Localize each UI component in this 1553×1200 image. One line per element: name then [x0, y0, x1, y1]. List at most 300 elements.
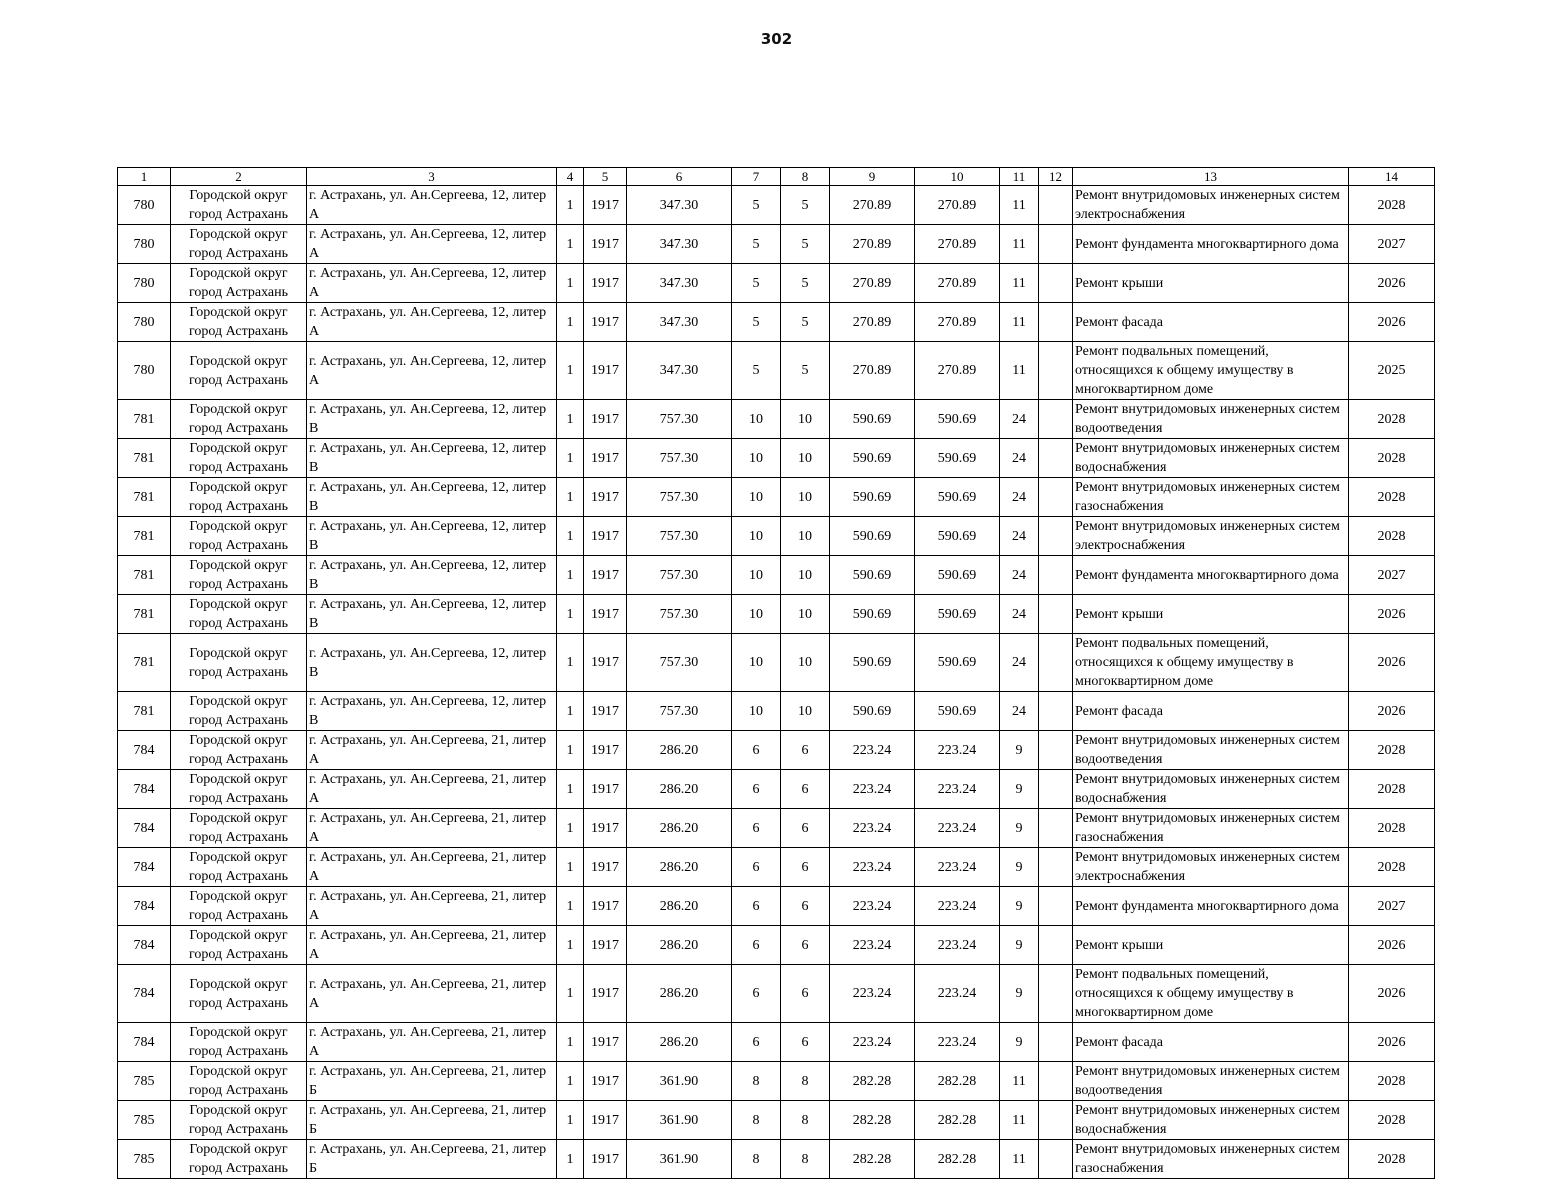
total-area-cell: 286.20 [627, 770, 732, 809]
row-number-cell: 781 [118, 439, 171, 478]
address-cell: г. Астрахань, ул. Ан.Сергеева, 21, литер А [307, 848, 557, 887]
col10-cell: 270.89 [915, 342, 1000, 400]
table-row [118, 965, 1435, 1023]
col12-cell [1039, 595, 1073, 634]
column-header: 14 [1349, 168, 1435, 186]
col10-cell: 590.69 [915, 400, 1000, 439]
col9-cell: 270.89 [830, 225, 915, 264]
municipality-cell: Городской округ город Астрахань [171, 556, 307, 595]
total-area-cell: 757.30 [627, 439, 732, 478]
row-number-cell: 784 [118, 887, 171, 926]
col11-cell: 11 [1000, 342, 1039, 400]
col12-cell [1039, 770, 1073, 809]
planned-year-cell: 2025 [1349, 342, 1435, 400]
planned-year-cell: 2026 [1349, 634, 1435, 692]
address-cell: г. Астрахань, ул. Ан.Сергеева, 12, литер В [307, 439, 557, 478]
column-header: 3 [307, 168, 557, 186]
col12-cell [1039, 556, 1073, 595]
work-type-cell: Ремонт фундамента многоквартирного дома [1073, 887, 1349, 926]
row-number-cell: 781 [118, 595, 171, 634]
col10-cell: 282.28 [915, 1140, 1000, 1179]
year-built-cell: 1917 [584, 186, 627, 225]
col9-cell: 223.24 [830, 926, 915, 965]
col8-cell: 8 [781, 1101, 830, 1140]
row-number-cell: 781 [118, 400, 171, 439]
col9-cell: 270.89 [830, 303, 915, 342]
year-built-cell: 1917 [584, 342, 627, 400]
row-number-cell: 784 [118, 926, 171, 965]
col4-cell: 1 [557, 595, 584, 634]
col12-cell [1039, 887, 1073, 926]
col8-cell: 10 [781, 517, 830, 556]
work-type-cell: Ремонт внутридомовых инженерных систем водоснабжения [1073, 439, 1349, 478]
col11-cell: 24 [1000, 634, 1039, 692]
col7-cell: 6 [732, 926, 781, 965]
total-area-cell: 347.30 [627, 225, 732, 264]
col9-cell: 590.69 [830, 556, 915, 595]
work-type-cell: Ремонт подвальных помещений, относящихся к общему имуществу в многоквартирном доме [1073, 634, 1349, 692]
col10-cell: 223.24 [915, 926, 1000, 965]
col4-cell: 1 [557, 1062, 584, 1101]
row-number-cell: 780 [118, 186, 171, 225]
municipality-cell: Городской округ город Астрахань [171, 1101, 307, 1140]
col10-cell: 223.24 [915, 770, 1000, 809]
total-area-cell: 757.30 [627, 478, 732, 517]
work-type-cell: Ремонт внутридомовых инженерных систем электроснабжения [1073, 848, 1349, 887]
col12-cell [1039, 809, 1073, 848]
row-number-cell: 780 [118, 264, 171, 303]
col11-cell: 9 [1000, 809, 1039, 848]
col10-cell: 223.24 [915, 887, 1000, 926]
col11-cell: 9 [1000, 848, 1039, 887]
col10-cell: 282.28 [915, 1062, 1000, 1101]
col4-cell: 1 [557, 692, 584, 731]
col11-cell: 9 [1000, 887, 1039, 926]
table-row [118, 634, 1435, 692]
col7-cell: 5 [732, 225, 781, 264]
planned-year-cell: 2026 [1349, 965, 1435, 1023]
work-type-cell: Ремонт внутридомовых инженерных систем водоотведения [1073, 400, 1349, 439]
col8-cell: 10 [781, 400, 830, 439]
planned-year-cell: 2028 [1349, 186, 1435, 225]
col9-cell: 223.24 [830, 731, 915, 770]
col7-cell: 10 [732, 692, 781, 731]
col11-cell: 11 [1000, 1101, 1039, 1140]
municipality-cell: Городской округ город Астрахань [171, 303, 307, 342]
col7-cell: 10 [732, 478, 781, 517]
total-area-cell: 286.20 [627, 848, 732, 887]
col4-cell: 1 [557, 770, 584, 809]
col12-cell [1039, 225, 1073, 264]
col4-cell: 1 [557, 848, 584, 887]
year-built-cell: 1917 [584, 439, 627, 478]
col11-cell: 11 [1000, 186, 1039, 225]
col4-cell: 1 [557, 225, 584, 264]
col9-cell: 590.69 [830, 634, 915, 692]
row-number-cell: 781 [118, 692, 171, 731]
column-header: 10 [915, 168, 1000, 186]
total-area-cell: 286.20 [627, 926, 732, 965]
year-built-cell: 1917 [584, 731, 627, 770]
col9-cell: 590.69 [830, 400, 915, 439]
address-cell: г. Астрахань, ул. Ан.Сергеева, 12, литер В [307, 400, 557, 439]
table-row [118, 1023, 1435, 1062]
table-row [118, 692, 1435, 731]
address-cell: г. Астрахань, ул. Ан.Сергеева, 21, литер Б [307, 1062, 557, 1101]
address-cell: г. Астрахань, ул. Ан.Сергеева, 12, литер А [307, 186, 557, 225]
total-area-cell: 757.30 [627, 595, 732, 634]
municipality-cell: Городской округ город Астрахань [171, 731, 307, 770]
work-type-cell: Ремонт внутридомовых инженерных систем водоотведения [1073, 1062, 1349, 1101]
row-number-cell: 784 [118, 731, 171, 770]
col12-cell [1039, 478, 1073, 517]
col9-cell: 590.69 [830, 595, 915, 634]
col12-cell [1039, 342, 1073, 400]
col4-cell: 1 [557, 264, 584, 303]
col4-cell: 1 [557, 887, 584, 926]
table-row [118, 225, 1435, 264]
year-built-cell: 1917 [584, 1140, 627, 1179]
planned-year-cell: 2026 [1349, 1023, 1435, 1062]
table-row [118, 1140, 1435, 1179]
col11-cell: 11 [1000, 264, 1039, 303]
col12-cell [1039, 1023, 1073, 1062]
col8-cell: 8 [781, 1140, 830, 1179]
municipality-cell: Городской округ город Астрахань [171, 770, 307, 809]
planned-year-cell: 2028 [1349, 1140, 1435, 1179]
table-row [118, 303, 1435, 342]
planned-year-cell: 2027 [1349, 887, 1435, 926]
year-built-cell: 1917 [584, 303, 627, 342]
total-area-cell: 361.90 [627, 1140, 732, 1179]
year-built-cell: 1917 [584, 595, 627, 634]
col4-cell: 1 [557, 731, 584, 770]
col7-cell: 6 [732, 887, 781, 926]
col7-cell: 6 [732, 731, 781, 770]
work-type-cell: Ремонт внутридомовых инженерных систем газоснабжения [1073, 809, 1349, 848]
total-area-cell: 286.20 [627, 965, 732, 1023]
col8-cell: 5 [781, 303, 830, 342]
col7-cell: 6 [732, 770, 781, 809]
col10-cell: 590.69 [915, 595, 1000, 634]
total-area-cell: 757.30 [627, 400, 732, 439]
planned-year-cell: 2028 [1349, 809, 1435, 848]
col10-cell: 223.24 [915, 1023, 1000, 1062]
municipality-cell: Городской округ город Астрахань [171, 887, 307, 926]
col7-cell: 8 [732, 1062, 781, 1101]
table-row [118, 926, 1435, 965]
col7-cell: 10 [732, 595, 781, 634]
year-built-cell: 1917 [584, 517, 627, 556]
col12-cell [1039, 400, 1073, 439]
row-number-cell: 785 [118, 1101, 171, 1140]
col12-cell [1039, 848, 1073, 887]
municipality-cell: Городской округ город Астрахань [171, 848, 307, 887]
table-row [118, 887, 1435, 926]
col8-cell: 5 [781, 264, 830, 303]
col10-cell: 270.89 [915, 264, 1000, 303]
planned-year-cell: 2027 [1349, 225, 1435, 264]
col4-cell: 1 [557, 965, 584, 1023]
column-header: 4 [557, 168, 584, 186]
row-number-cell: 785 [118, 1062, 171, 1101]
work-type-cell: Ремонт подвальных помещений, относящихся к общему имуществу в многоквартирном доме [1073, 342, 1349, 400]
col8-cell: 10 [781, 634, 830, 692]
col10-cell: 590.69 [915, 517, 1000, 556]
address-cell: г. Астрахань, ул. Ан.Сергеева, 12, литер В [307, 634, 557, 692]
col8-cell: 10 [781, 439, 830, 478]
col8-cell: 6 [781, 1023, 830, 1062]
address-cell: г. Астрахань, ул. Ан.Сергеева, 12, литер А [307, 303, 557, 342]
column-header: 6 [627, 168, 732, 186]
col11-cell: 24 [1000, 595, 1039, 634]
year-built-cell: 1917 [584, 926, 627, 965]
municipality-cell: Городской округ город Астрахань [171, 1023, 307, 1062]
col12-cell [1039, 926, 1073, 965]
col4-cell: 1 [557, 342, 584, 400]
table-row [118, 731, 1435, 770]
work-type-cell: Ремонт фасада [1073, 1023, 1349, 1062]
col11-cell: 11 [1000, 1140, 1039, 1179]
planned-year-cell: 2026 [1349, 926, 1435, 965]
table-row [118, 848, 1435, 887]
planned-year-cell: 2028 [1349, 439, 1435, 478]
col12-cell [1039, 439, 1073, 478]
work-type-cell: Ремонт внутридомовых инженерных систем электроснабжения [1073, 517, 1349, 556]
col4-cell: 1 [557, 1101, 584, 1140]
total-area-cell: 757.30 [627, 692, 732, 731]
col7-cell: 6 [732, 809, 781, 848]
row-number-cell: 785 [118, 1140, 171, 1179]
col8-cell: 6 [781, 965, 830, 1023]
address-cell: г. Астрахань, ул. Ан.Сергеева, 21, литер А [307, 731, 557, 770]
planned-year-cell: 2026 [1349, 264, 1435, 303]
work-type-cell: Ремонт фасада [1073, 692, 1349, 731]
table-row [118, 556, 1435, 595]
col8-cell: 6 [781, 809, 830, 848]
planned-year-cell: 2028 [1349, 478, 1435, 517]
col10-cell: 223.24 [915, 809, 1000, 848]
col10-cell: 270.89 [915, 303, 1000, 342]
col8-cell: 10 [781, 595, 830, 634]
col7-cell: 8 [732, 1101, 781, 1140]
table-row [118, 1101, 1435, 1140]
planned-year-cell: 2028 [1349, 848, 1435, 887]
planned-year-cell: 2028 [1349, 1101, 1435, 1140]
row-number-cell: 781 [118, 556, 171, 595]
col4-cell: 1 [557, 517, 584, 556]
col8-cell: 6 [781, 770, 830, 809]
col10-cell: 282.28 [915, 1101, 1000, 1140]
planned-year-cell: 2026 [1349, 303, 1435, 342]
year-built-cell: 1917 [584, 1023, 627, 1062]
address-cell: г. Астрахань, ул. Ан.Сергеева, 21, литер Б [307, 1101, 557, 1140]
work-type-cell: Ремонт крыши [1073, 926, 1349, 965]
row-number-cell: 781 [118, 634, 171, 692]
col10-cell: 223.24 [915, 965, 1000, 1023]
col9-cell: 223.24 [830, 887, 915, 926]
total-area-cell: 757.30 [627, 634, 732, 692]
col9-cell: 270.89 [830, 186, 915, 225]
column-header: 12 [1039, 168, 1073, 186]
total-area-cell: 347.30 [627, 264, 732, 303]
municipality-cell: Городской округ город Астрахань [171, 965, 307, 1023]
table-row [118, 400, 1435, 439]
row-number-cell: 784 [118, 848, 171, 887]
row-number-cell: 780 [118, 225, 171, 264]
work-type-cell: Ремонт внутридомовых инженерных систем электроснабжения [1073, 186, 1349, 225]
row-number-cell: 780 [118, 342, 171, 400]
col8-cell: 6 [781, 848, 830, 887]
table-row [118, 517, 1435, 556]
table-row [118, 342, 1435, 400]
total-area-cell: 347.30 [627, 186, 732, 225]
table-row [118, 478, 1435, 517]
year-built-cell: 1917 [584, 634, 627, 692]
col11-cell: 9 [1000, 1023, 1039, 1062]
work-type-cell: Ремонт фундамента многоквартирного дома [1073, 556, 1349, 595]
col8-cell: 6 [781, 926, 830, 965]
col4-cell: 1 [557, 1140, 584, 1179]
col7-cell: 6 [732, 1023, 781, 1062]
col4-cell: 1 [557, 303, 584, 342]
address-cell: г. Астрахань, ул. Ан.Сергеева, 21, литер А [307, 887, 557, 926]
col10-cell: 270.89 [915, 225, 1000, 264]
col12-cell [1039, 1062, 1073, 1101]
planned-year-cell: 2028 [1349, 400, 1435, 439]
col8-cell: 10 [781, 692, 830, 731]
col7-cell: 10 [732, 517, 781, 556]
year-built-cell: 1917 [584, 556, 627, 595]
municipality-cell: Городской округ город Астрахань [171, 478, 307, 517]
col10-cell: 223.24 [915, 848, 1000, 887]
work-type-cell: Ремонт внутридомовых инженерных систем водоснабжения [1073, 770, 1349, 809]
col7-cell: 10 [732, 634, 781, 692]
total-area-cell: 757.30 [627, 517, 732, 556]
row-number-cell: 780 [118, 303, 171, 342]
planned-year-cell: 2028 [1349, 770, 1435, 809]
address-cell: г. Астрахань, ул. Ан.Сергеева, 12, литер В [307, 692, 557, 731]
address-cell: г. Астрахань, ул. Ан.Сергеева, 12, литер В [307, 556, 557, 595]
col10-cell: 590.69 [915, 556, 1000, 595]
col7-cell: 5 [732, 264, 781, 303]
col11-cell: 9 [1000, 731, 1039, 770]
col12-cell [1039, 186, 1073, 225]
col7-cell: 10 [732, 439, 781, 478]
col9-cell: 270.89 [830, 342, 915, 400]
municipality-cell: Городской округ город Астрахань [171, 1062, 307, 1101]
municipality-cell: Городской округ город Астрахань [171, 692, 307, 731]
municipality-cell: Городской округ город Астрахань [171, 186, 307, 225]
col12-cell [1039, 731, 1073, 770]
col8-cell: 10 [781, 478, 830, 517]
row-number-cell: 784 [118, 965, 171, 1023]
col8-cell: 10 [781, 556, 830, 595]
work-type-cell: Ремонт внутридомовых инженерных систем газоснабжения [1073, 1140, 1349, 1179]
col9-cell: 223.24 [830, 1023, 915, 1062]
total-area-cell: 361.90 [627, 1062, 732, 1101]
work-type-cell: Ремонт крыши [1073, 595, 1349, 634]
year-built-cell: 1917 [584, 264, 627, 303]
year-built-cell: 1917 [584, 848, 627, 887]
year-built-cell: 1917 [584, 1101, 627, 1140]
total-area-cell: 757.30 [627, 556, 732, 595]
row-number-cell: 784 [118, 809, 171, 848]
col8-cell: 6 [781, 731, 830, 770]
planned-year-cell: 2028 [1349, 517, 1435, 556]
col10-cell: 223.24 [915, 731, 1000, 770]
municipality-cell: Городской округ город Астрахань [171, 400, 307, 439]
col12-cell [1039, 634, 1073, 692]
col8-cell: 5 [781, 225, 830, 264]
municipality-cell: Городской округ город Астрахань [171, 926, 307, 965]
total-area-cell: 361.90 [627, 1101, 732, 1140]
col11-cell: 9 [1000, 965, 1039, 1023]
municipality-cell: Городской округ город Астрахань [171, 595, 307, 634]
col4-cell: 1 [557, 926, 584, 965]
municipality-cell: Городской округ город Астрахань [171, 809, 307, 848]
col7-cell: 10 [732, 400, 781, 439]
row-number-cell: 781 [118, 517, 171, 556]
year-built-cell: 1917 [584, 809, 627, 848]
col9-cell: 223.24 [830, 770, 915, 809]
col11-cell: 24 [1000, 400, 1039, 439]
header-row [118, 168, 1435, 186]
table-row [118, 809, 1435, 848]
col7-cell: 6 [732, 965, 781, 1023]
col11-cell: 24 [1000, 478, 1039, 517]
col7-cell: 5 [732, 303, 781, 342]
address-cell: г. Астрахань, ул. Ан.Сергеева, 21, литер А [307, 1023, 557, 1062]
column-header: 5 [584, 168, 627, 186]
col12-cell [1039, 264, 1073, 303]
col11-cell: 24 [1000, 439, 1039, 478]
planned-year-cell: 2026 [1349, 595, 1435, 634]
col10-cell: 590.69 [915, 439, 1000, 478]
address-cell: г. Астрахань, ул. Ан.Сергеева, 12, литер В [307, 595, 557, 634]
col11-cell: 9 [1000, 770, 1039, 809]
col9-cell: 223.24 [830, 965, 915, 1023]
address-cell: г. Астрахань, ул. Ан.Сергеева, 12, литер В [307, 478, 557, 517]
col4-cell: 1 [557, 634, 584, 692]
col9-cell: 590.69 [830, 517, 915, 556]
total-area-cell: 286.20 [627, 731, 732, 770]
year-built-cell: 1917 [584, 1062, 627, 1101]
col9-cell: 282.28 [830, 1101, 915, 1140]
col4-cell: 1 [557, 478, 584, 517]
col4-cell: 1 [557, 186, 584, 225]
col8-cell: 6 [781, 887, 830, 926]
column-header: 2 [171, 168, 307, 186]
col10-cell: 590.69 [915, 478, 1000, 517]
col4-cell: 1 [557, 1023, 584, 1062]
col9-cell: 223.24 [830, 848, 915, 887]
work-type-cell: Ремонт внутридомовых инженерных систем газоснабжения [1073, 478, 1349, 517]
address-cell: г. Астрахань, ул. Ан.Сергеева, 21, литер А [307, 770, 557, 809]
table-row [118, 595, 1435, 634]
col4-cell: 1 [557, 439, 584, 478]
col4-cell: 1 [557, 809, 584, 848]
total-area-cell: 286.20 [627, 809, 732, 848]
column-header: 9 [830, 168, 915, 186]
col7-cell: 8 [732, 1140, 781, 1179]
col12-cell [1039, 1101, 1073, 1140]
total-area-cell: 286.20 [627, 1023, 732, 1062]
col12-cell [1039, 965, 1073, 1023]
year-built-cell: 1917 [584, 400, 627, 439]
col9-cell: 590.69 [830, 439, 915, 478]
col11-cell: 11 [1000, 225, 1039, 264]
